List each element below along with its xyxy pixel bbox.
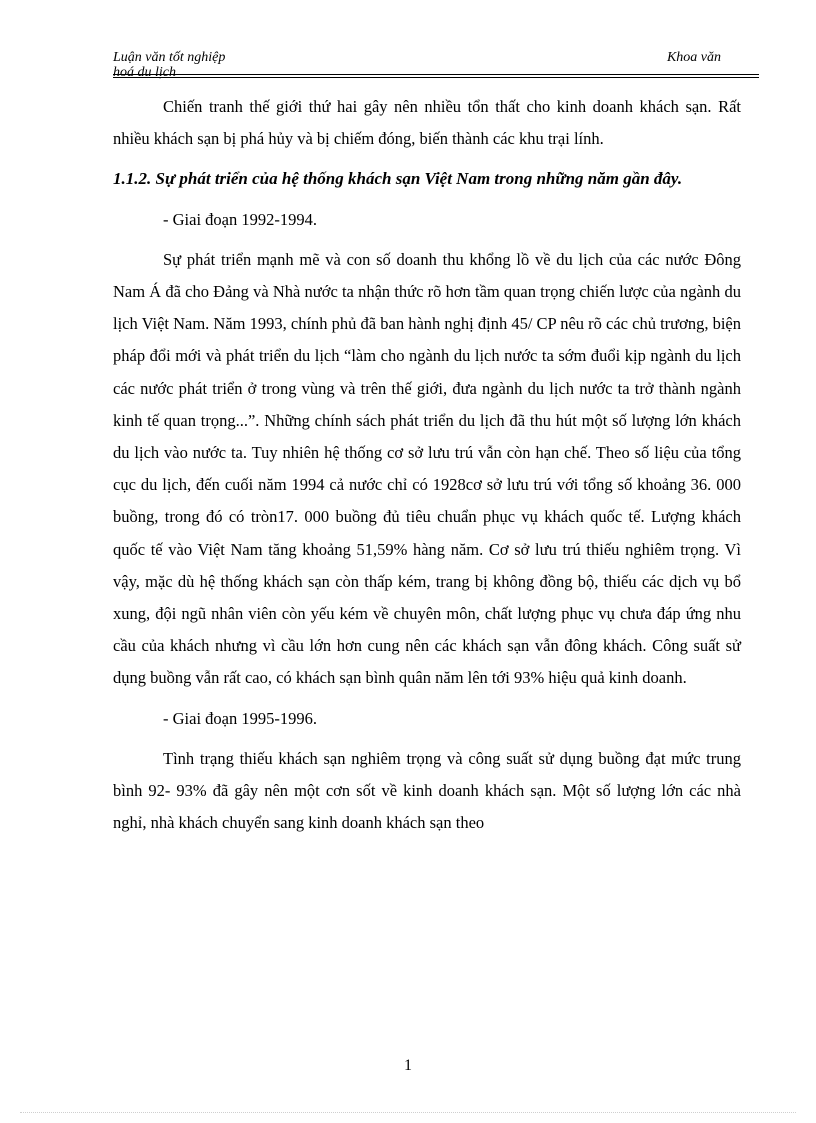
phase-heading-1995: - Giai đoạn 1995-1996.: [163, 708, 317, 728]
page-header: [113, 50, 759, 80]
header-left: [113, 50, 313, 80]
header-rule: [113, 74, 759, 75]
header-left-line2: hoá du lịch: [113, 65, 176, 80]
header-right: Khoa văn: [666, 50, 721, 65]
page-number: 1: [404, 1057, 412, 1074]
footer-divider: [20, 1112, 796, 1113]
paragraph-war-impact: Chiến tranh thế giới thứ hai gây nên nhiều tổn thất cho kinh doanh khách sạn. Rất nhiều khách sạn bị phá hủy và bị chiếm đóng, biến thành các khu trại lính.: [113, 97, 741, 149]
phase-heading-1992: - Giai đoạn 1992-1994.: [163, 209, 317, 229]
paragraph-phase-1995: Tình trạng thiếu khách sạn nghiêm trọng và công suất sử dụng buồng đạt mức trung bình 92- 93% đã gây nên một cơn sốt về kinh doanh khách sạn. Một số lượng lớn các nhà nghỉ, nhà khách chuyển sang kinh doanh khách sạn theo: [113, 748, 741, 833]
header-rule-double: [113, 77, 759, 78]
section-heading: 1.1.2. Sự phát triển của hệ thống khách sạn Việt Nam trong những năm gần đây.: [113, 169, 683, 189]
body-text: [113, 91, 741, 839]
header-left-line1: Luận văn tốt nghiệp: [113, 50, 226, 65]
paragraph-phase-1992: Sự phát triển mạnh mẽ và con số doanh thu khổng lồ về du lịch của các nước Đông Nam Á đã cho Đảng và Nhà nước ta nhận thức rõ hơn tầm quan trọng chiến lược của ngành du lịch Việt Nam. Năm 1993, chính phủ đã ban hành nghị định 45/ CP nêu rõ các chủ trương, biện pháp đổi mới và phát triển du lịch “làm cho ngành du lịch nước ta sớm đuổi kịp ngành du lịch các nước phát triển ở trong vùng và trên thế giới, đưa ngành du lịch nước ta trở thành ngành kinh tế quan trọng...”. Những chính sách phát triển du lịch đã thu hút một số lượng lớn khách du lịch vào nước ta. Tuy nhiên hệ thống cơ sở lưu trú vẫn còn hạn chế. Theo số liệu của tổng cục du lịch, đến cuối năm 1994 cả nước chỉ có 1928cơ sở lưu trú với tổng số khoảng 36. 000 buồng, trong đó có tròn17. 000 buồng đủ tiêu chuẩn phục vụ khách quốc tế. Lượng khách quốc tế vào Việt Nam tăng khoảng 51,59% hàng năm. Cơ sở lưu trú thiếu nghiêm trọng. Vì vậy, mặc dù hệ thống khách sạn còn thấp kém, trang bị không đồng bộ, thiếu các dịch vụ bổ xung, đội ngũ nhân viên còn yếu kém về chuyên môn, chất lượng phục vụ chưa đáp ứng nhu cầu của khách nhưng vì cầu lớn hơn cung nên các khách sạn vẫn đông khách. Công suất sử dụng buồng vẫn rất cao, có khách sạn bình quân năm lên tới 93% hiệu quả kinh doanh.: [113, 249, 741, 688]
